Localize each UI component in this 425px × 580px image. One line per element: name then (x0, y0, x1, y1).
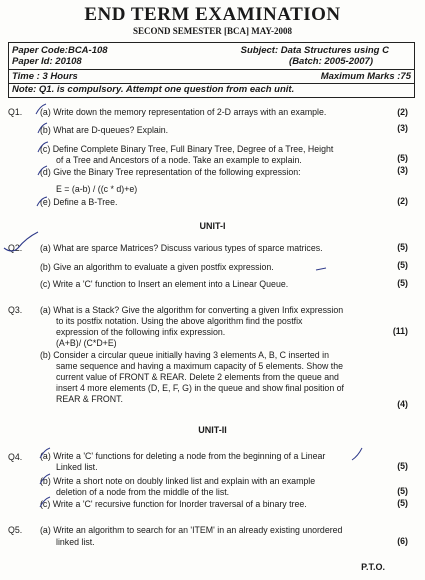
q3-b-line4: insert 4 more elements (D, E, F, G) in the queue and show final position of (56, 383, 344, 393)
q2-a-marks: (5) (397, 242, 408, 252)
q3-b-line1: (b) Consider a circular queue initially having 3 elements A, B, C inserted in (40, 350, 329, 360)
subject: Subject: Data Structures using C (240, 45, 389, 56)
q1-d-marks: (3) (397, 165, 408, 175)
pen-mark (316, 268, 326, 270)
q3-a-line3: expression of the following infix expression. (56, 327, 226, 337)
q3-b-line5: REAR & FRONT. (56, 394, 123, 404)
question-number: Q2. (8, 243, 23, 253)
q1-d-expression: E = (a-b) / ((c * d)+e) (56, 184, 138, 194)
question-number: Q3. (8, 305, 23, 315)
q5-a-marks: (6) (397, 536, 408, 546)
q3-b-line2: same sequence and having a maximum capacity of 5 elements. Show the (56, 361, 344, 371)
q2-c: (c) Write a 'C' function to Insert an element into a Linear Queue. (40, 279, 289, 289)
max-marks: Maximum Marks :75 (320, 71, 411, 82)
exam-subtitle: SECOND SEMESTER [BCA] MAY-2008 (132, 26, 293, 36)
q1-a: (a) Write down the memory representation of 2-D arrays with an example. (40, 107, 327, 117)
q3-a-marks: (11) (392, 326, 408, 336)
q4-a-marks: (5) (397, 461, 408, 471)
q5-a-line2: linked list. (56, 537, 95, 547)
q2-b: (b) Give an algorithm to evaluate a given postfix expression. (40, 262, 274, 272)
q3-a-line1: (a) What is a Stack? Give the algorithm for converting a given Infix expression (40, 305, 344, 315)
q2-c-marks: (5) (397, 278, 408, 288)
question-number: Q4. (8, 452, 23, 462)
unit-1-heading: UNIT-I (199, 221, 226, 231)
q2-a: (a) What are sparce Matrices? Discuss various types of sparce matrices. (40, 243, 323, 253)
q1-c-marks: (5) (397, 153, 408, 163)
q5-a-line1: (a) Write an algorithm to search for an 'ITEM' in an already existing unordered (40, 525, 343, 535)
q1-e-marks: (2) (397, 196, 408, 206)
note: Note: Q1. is compulsory. Attempt one question from each unit. (12, 84, 295, 95)
q1-b-marks: (3) (397, 123, 408, 133)
question-number: Q1. (8, 107, 23, 117)
unit-2-heading: UNIT-II (198, 425, 227, 435)
q2-b-marks: (5) (397, 260, 408, 270)
q1-e: (e) Define a B-Tree. (40, 197, 118, 207)
batch: (Batch: 2005-2007) (289, 56, 373, 67)
pen-mark (352, 448, 362, 460)
q4-a-line2: Linked list. (56, 462, 98, 472)
q4-b-marks: (5) (397, 486, 408, 496)
q4-c: (c) Write a 'C' recursive function for Inorder traversal of a binary tree. (40, 499, 307, 509)
q3-a-line4: (A+B)/ (C*D+E) (56, 338, 117, 348)
pto-label: P.T.O. (361, 562, 385, 572)
q1-c-line2: of a Tree and Ancestors of a node. Take an example to explain. (56, 155, 302, 165)
q3-a-line2: to its postfix notation. Using the above algorithm find the postfix (56, 316, 303, 326)
q1-d: (d) Give the Binary Tree representation of the following expression: (40, 167, 301, 177)
q4-b-line1: (b) Write a short note on doubly linked list and explain with an example (40, 476, 316, 486)
q3-b-line3: current value of FRONT & REAR. Delete 2 elements from the queue and (56, 372, 339, 382)
paper-id: Paper Id: 20108 (12, 56, 82, 67)
time: Time : 3 Hours (12, 71, 78, 82)
q1-b: (b) What are D-queues? Explain. (40, 125, 169, 135)
q4-b-line2: deletion of a node from the middle of the list. (56, 487, 230, 497)
exam-title: END TERM EXAMINATION (84, 4, 341, 25)
q3-b-marks: (4) (397, 399, 408, 409)
q1-a-marks: (2) (397, 107, 408, 117)
divider-line (9, 69, 414, 70)
paper-info-box (8, 42, 415, 98)
q4-c-marks: (5) (397, 498, 408, 508)
paper-code: Paper Code:BCA-108 (12, 45, 108, 56)
q1-c-line1: (c) Define Complete Binary Tree, Full Binary Tree, Degree of a Tree, Height (40, 144, 334, 154)
question-number: Q5. (8, 525, 23, 535)
q4-a-line1: (a) Write a 'C' functions for deleting a node from the beginning of a Linear (40, 451, 326, 461)
